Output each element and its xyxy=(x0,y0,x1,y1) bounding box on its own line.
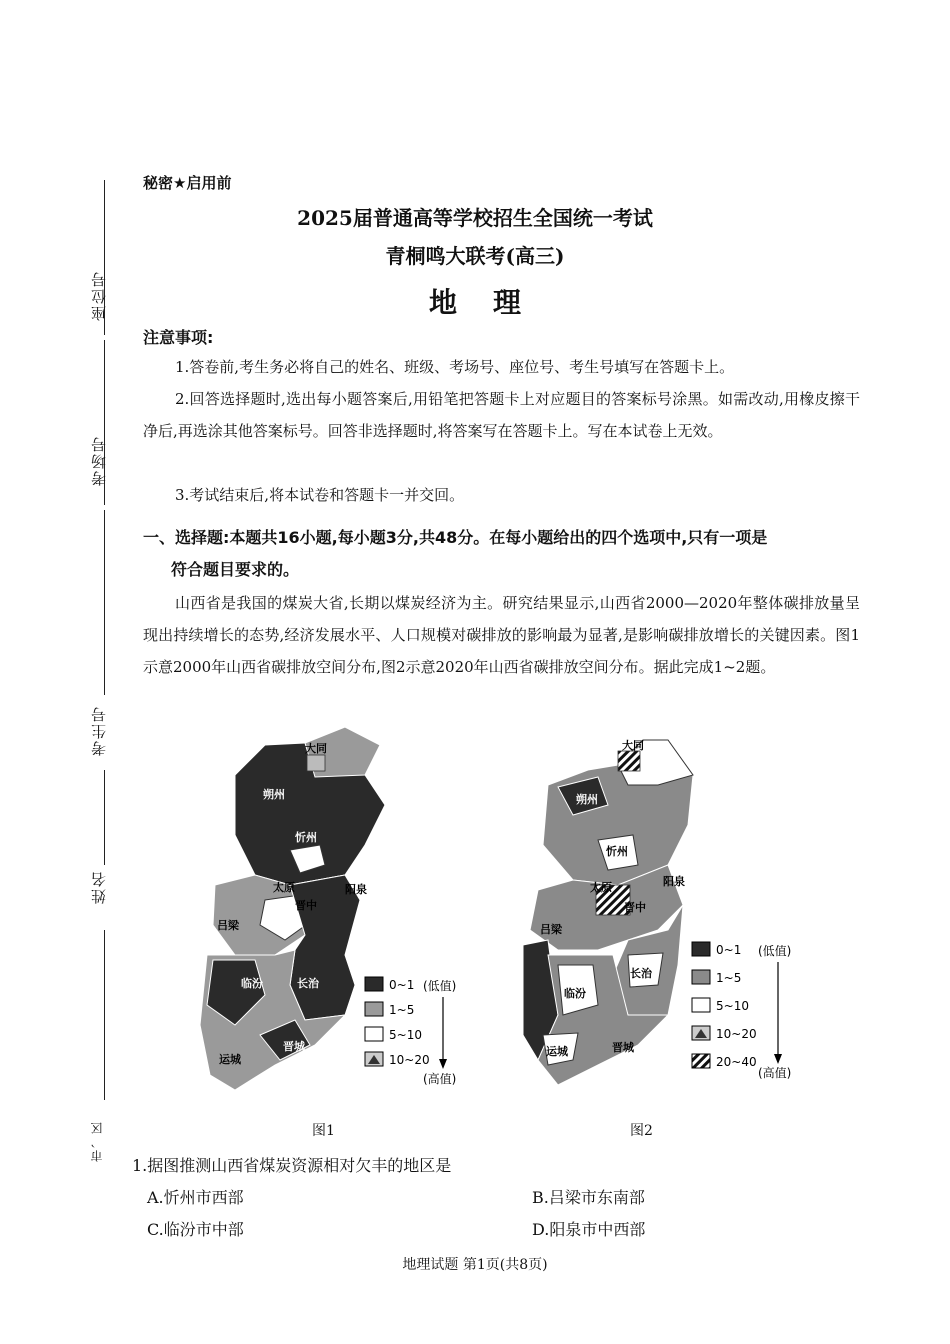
notice-item-1: 1.答卷前,考生务必将自己的姓名、班级、考场号、座位号、考生号填写在答题卡上。 xyxy=(175,358,735,376)
map2-legend-label: 20~40 xyxy=(716,1055,757,1069)
margin-line xyxy=(104,510,105,695)
map1-city-label: 太原 xyxy=(273,881,295,894)
map-figure-2 xyxy=(518,715,803,1100)
margin-line xyxy=(104,770,105,865)
figure-1-caption: 图1 xyxy=(312,1123,335,1139)
map1-legend-label: 1~5 xyxy=(389,1003,415,1017)
notice-item-2: 2.回答选择题时,选出每小题答案后,用铅笔把答题卡上对应题目的答案标号涂黑。如需改动,用橡皮擦干净后,再选涂其他答案标号。回答非选择题时,将答案写在答题卡上。写在本试卷上无效。 xyxy=(143,390,860,440)
map1-city-label: 运城 xyxy=(219,1053,241,1066)
map1-legend-label: 5~10 xyxy=(389,1028,422,1042)
map1-legend-low: (低值) xyxy=(423,979,457,993)
section-heading xyxy=(143,522,863,586)
map2-legend-label: 1~5 xyxy=(716,971,742,985)
map1-region-datong-hotspot xyxy=(307,755,325,771)
map1-region-east xyxy=(290,875,360,1020)
exam-subtitle: 青桐鸣大联考(高三) xyxy=(385,244,565,268)
name-label: 姓名 xyxy=(90,870,108,904)
map2-city-label: 临汾 xyxy=(564,987,586,1000)
map1-city-label: 临汾 xyxy=(241,977,263,990)
map2-city-label: 阳泉 xyxy=(663,875,685,888)
question-1-stem: 1.据图推测山西省煤炭资源相对欠丰的地区是 xyxy=(132,1156,452,1175)
map2-city-label: 朔州 xyxy=(576,793,598,806)
page-footer: 地理试题 第1页(共8页) xyxy=(402,1257,548,1273)
notice-item-3: 3.考试结束后,将本试卷和答题卡一并交回。 xyxy=(175,486,465,504)
map2-city-label: 忻州 xyxy=(606,845,628,858)
district-label: 市、区 xyxy=(90,1120,104,1162)
map1-legend-label: 0~1 xyxy=(389,978,415,992)
map1-city-label: 吕梁 xyxy=(217,919,239,932)
map2-legend-label: 5~10 xyxy=(716,999,749,1013)
passage: 山西省是我国的煤炭大省,长期以煤炭经济为主。研究结果显示,山西省2000—2020年整体碳排放量呈现出持续增长的态势,经济发展水平、人口规模对碳排放的影响最为显著,是影响碳排放增长的关键因素。图1示意2000年山西省碳排放空间分布,图2示意2020年山西省碳排放空间分布。据此完成1~2题。 xyxy=(143,594,860,676)
question-1-option-c[interactable]: C.临汾市中部 xyxy=(147,1220,244,1239)
map2-legend-label: 0~1 xyxy=(716,943,742,957)
map2-legend-swatch xyxy=(692,970,710,984)
map1-city-label: 忻州 xyxy=(295,831,317,844)
map1-legend-swatch xyxy=(365,1027,383,1041)
figure-2-caption: 图2 xyxy=(630,1123,653,1139)
question-1-option-d[interactable]: D.阳泉市中西部 xyxy=(532,1220,646,1239)
map2-city-label: 晋城 xyxy=(612,1041,634,1054)
exam-room-label: 考场号 xyxy=(90,435,108,486)
map2-legend-low: (低值) xyxy=(758,944,792,958)
map2-legend-label: 10~20 xyxy=(716,1027,757,1041)
map2-region-datong-hotspot xyxy=(618,751,640,771)
map2-city-label: 大同 xyxy=(622,739,644,752)
map2-city-label: 运城 xyxy=(546,1045,568,1058)
section-heading-line1: 一、选择题:本题共16小题,每小题3分,共48分。在每小题给出的四个选项中,只有一项是 xyxy=(143,528,768,547)
candidate-number-label: 考生号 xyxy=(90,705,108,756)
map2-city-label: 晋中 xyxy=(624,901,646,914)
map2-city-label: 长治 xyxy=(630,967,652,980)
map2-legend-swatch xyxy=(692,1054,710,1068)
map1-legend-swatch xyxy=(365,977,383,991)
map2-city-label: 吕梁 xyxy=(540,923,562,936)
map1-legend-label: 10~20 xyxy=(389,1053,430,1067)
map1-legend-swatch xyxy=(365,1002,383,1016)
notice-heading: 注意事项: xyxy=(143,328,214,347)
map2-legend-swatch xyxy=(692,942,710,956)
map2-legend-swatch xyxy=(692,998,710,1012)
map1-city-label: 朔州 xyxy=(263,788,285,801)
map-figure-1 xyxy=(195,715,470,1100)
confidential-mark: 秘密★启用前 xyxy=(143,174,232,192)
map1-legend-high: (高值) xyxy=(423,1072,457,1086)
section-heading-line2: 符合题目要求的。 xyxy=(171,560,300,579)
seat-number-label: 座位号 xyxy=(90,270,108,321)
map1-city-label: 阳泉 xyxy=(345,883,367,896)
map1-city-label: 晋中 xyxy=(295,899,317,912)
map1-city-label: 长治 xyxy=(297,977,319,990)
map2-legend-high: (高值) xyxy=(758,1066,792,1080)
map2-city-label: 太原 xyxy=(590,881,612,894)
exam-title: 2025届普通高等学校招生全国统一考试 xyxy=(297,206,653,230)
question-1-option-b[interactable]: B.吕梁市东南部 xyxy=(532,1188,645,1207)
margin-line xyxy=(104,930,105,1100)
map1-city-label: 大同 xyxy=(305,742,327,755)
map1-city-label: 晋城 xyxy=(283,1040,305,1053)
question-1-option-a[interactable]: A.忻州市西部 xyxy=(147,1188,244,1207)
subject-title: 地理 xyxy=(428,286,557,319)
